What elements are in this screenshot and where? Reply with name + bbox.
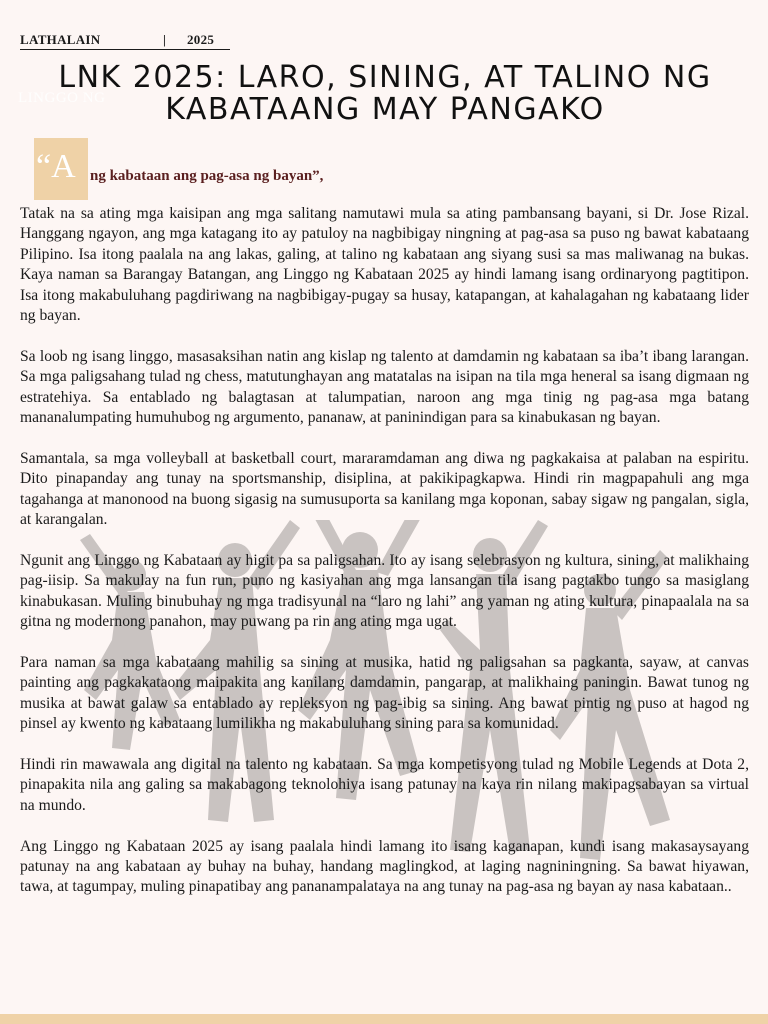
paragraph: Tatak na sa ating mga kaisipan ang mga salitang namutawi mula sa ating pambansang bayani, si Dr. Jose Rizal. Hanggang ngayon, ang mga katagang ito ay patuloy na nagbibigay ningning at pag-asa sa puso ng bawat kabataang Pilipino. Isa itong paalala na ang lakas, galing, at talino ng kabataan ang siyang susi sa mas maliwanag na bukas. Kaya naman sa Barangay Batangan, ang Linggo ng Kabataan 2025 ay hindi lamang isang ordinaryong pagtitipon. Isa itong makabuluhang pagdiriwang na nagbibigay-pugay sa husay, katapangan, at kahalagahan ng kabataang lider ng bayan. [20,205,749,325]
dropcap-letter: “A [36,148,76,185]
article-body [20,204,749,918]
paragraph: Ngunit ang Linggo ng Kabataan ay higit pa sa paligsahan. Ito ay isang selebrasyon ng kultura, sining, at malikhaing pag-iisip. Sa makulay na fun run, puno ng kasiyahan ang mga lansangan tila isang pagtakbo tungo sa masiglang kinabukasan. Muling binubuhay ng mga tradisyunal na “laro ng lahi” ang yaman ng ating kultura, pinapaalala na sa gitna ng modernong panahon, may puwang pa rin ang ating mga ugat. [20,551,749,631]
section-label: LATHALAIN [20,32,101,47]
paragraph: Para naman sa mga kabataang mahilig sa sining at musika, hatid ng paligsahan sa pagkanta, sayaw, at canvas painting ang pagkakataong maipakita ang kanilang damdamin, pangarap, at malikhaing paningin. Bawat tunog ng musika at bawat galaw sa entablado ay repleksyon ng pag-ibig sa sining. Ang bawat pintig ng puso at hagod ng pinsel ay kwento ng kabataang lumilikha ng makabuluhang sining para sa komunidad. [20,653,749,733]
paragraph: Hindi rin mawawala ang digital na talento ng kabataan. Sa mga kompetisyong tulad ng Mobile Legends at Dota 2, pinapakita nila ang galing sa makabagong teknolohiya isang patunay na kaya rin nilang makipagsabayan sa virtual na mundo. [20,755,749,814]
faded-background-text: LINGGO NG [18,90,106,106]
lead-quote: ng kabataan ang pag-asa ng bayan”, [90,168,324,184]
header-year: 2025 [187,32,215,47]
paragraph: Samantala, sa mga volleyball at basketball court, mararamdaman ang diwa ng pagkakaisa at palaban na espiritu. Dito pinapanday ang tunay na sportsmanship, disiplina, at pakikipagkapwa. Hindi rin magpapahuli ang mga tagahanga at manonood na buong sigasig na sumusuporta sa kanilang mga koponan, sabay sigaw ng pangalan, sigla, at karangalan. [20,449,749,529]
article-title: LNK 2025: LARO, SINING, AT TALINO NG KABATAANG MAY PANGAKO [58,60,712,127]
footer-accent-bar [0,1014,768,1024]
paragraph: Ang Linggo ng Kabataan 2025 ay isang paalala hindi lamang ito isang kaganapan, kundi isang makasaysayang patunay na ang kabataan ay buhay na buhay, handang maglingkod, at laging nagniningning. Sa bawat hiyawan, tawa, at tagumpay, muling pinapatibay ang pananampalataya na ang tunay na pag-asa ng bayan ay nasa kabataan.. [20,837,749,896]
section-header [20,32,230,50]
header-separator: | [163,32,167,47]
paragraph: Sa loob ng isang linggo, masasaksihan natin ang kislap ng talento at damdamin ng kabataan sa iba’t ibang larangan. Sa mga paligsahang tulad ng chess, matutunghayan ang matatalas na isipan na tila mga heneral sa isang digmaan ng estratehiya. Sa entablado ng balagtasan at talumpatian, naroon ang mga tinig ng pag-asa mga batang mananalumpating humuhubog ng argumento, pananaw, at paninindigan para sa kinabukasan ng bayan. [20,347,749,427]
